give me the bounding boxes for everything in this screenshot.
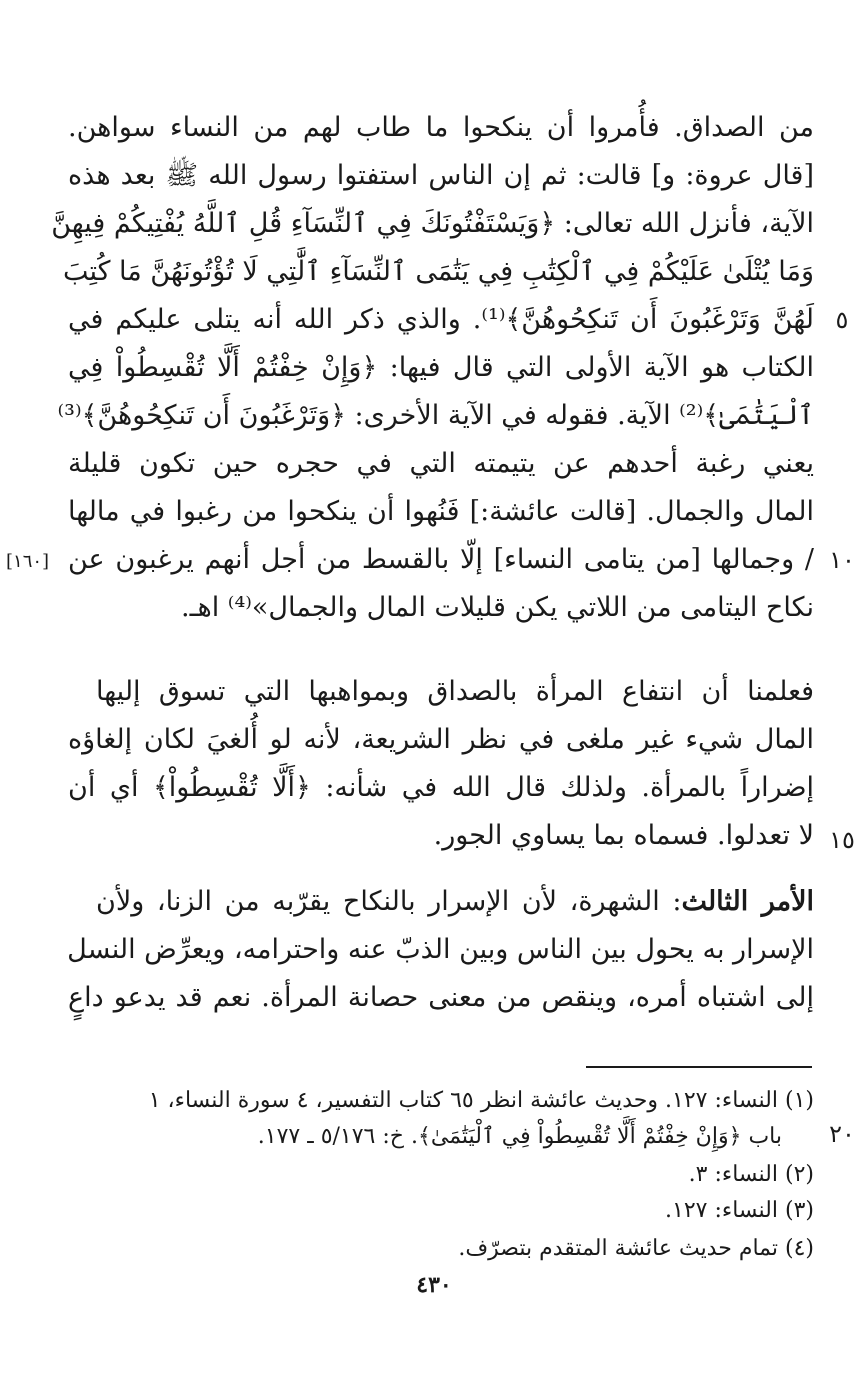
text-line: إضراراً بالمرأة. ولذلك قال الله في شأنه: ﴿أَلَّا تُقْسِطُواْ﴾ أي أن <box>68 772 814 803</box>
paragraph-1 <box>51 106 815 634</box>
text-line: لَهُنَّ وَتَرْغَبُونَ أَن تَنكِحُوهُنَّ﴾⁽¹⁾. والذي ذكر الله أنه يتلى عليكم في <box>68 304 814 335</box>
text-line <box>96 880 814 924</box>
line-number-10: ١٠ <box>829 546 855 574</box>
footnote-2: (٢) النساء: ٣. <box>688 1162 814 1187</box>
footnote-1-continued: باب ﴿وَإِنْ خِفْتُمْ أَلَّا تُقْسِطُواْ فِي ٱلْيَتَٰمَىٰ﴾. خ: ٥/١٧٦ ـ ١٧٧. <box>257 1124 782 1149</box>
text-line: لا تعدلوا. فسماه بما يساوي الجور. <box>433 820 814 851</box>
section-heading: الأمر الثالث <box>681 886 814 917</box>
line-number-20: ٢٠ <box>829 1120 855 1148</box>
paragraph-3 <box>68 880 814 1024</box>
text-line: المال شيء غير ملغى في نظر الشريعة، لأنه لو أُلغيَ لكان إلغاؤه <box>68 724 814 755</box>
footnote-1: (١) النساء: ١٢٧. وحديث عائشة انظر ٦٥ كتاب التفسير، ٤ سورة النساء، ١ <box>148 1088 814 1113</box>
text-line: المال والجمال. [قالت عائشة:] فَنُهوا أن ينكحوا من رغبوا في مالها <box>68 496 814 527</box>
line-number-15: ١٥ <box>829 826 855 854</box>
text-line: ٱلْيَتَٰمَىٰ﴾⁽²⁾ الآية. فقوله في الآية الأخرى: ﴿وَتَرْغَبُونَ أَن تَنكِحُوهُنَّ﴾⁽³⁾ <box>57 400 814 431</box>
footnote-3: (٣) النساء: ١٢٧. <box>665 1198 814 1223</box>
page-number: ٤٣٠ <box>416 1272 452 1298</box>
text-line: [قال عروة: و] قالت: ثم إن الناس استفتوا رسول الله ﷺ بعد هذه <box>68 160 814 191</box>
text-line: من الصداق. فأُمروا أن ينكحوا ما طاب لهم من النساء سواهن. <box>68 112 815 143</box>
text-line: / وجمالها [من يتامى النساء] إلّا بالقسط من أجل أنهم يرغبون عن <box>68 544 814 575</box>
line-number-5: ٥ <box>835 306 849 334</box>
text-line: الإسرار به يحول بين الناس وبين الذبّ عنه واحترامه، ويعرِّض النسل <box>67 934 814 965</box>
text-line: إلى اشتباه أمره، وينقص من معنى حصانة المرأة. نعم قد يدعو داعٍ <box>68 982 814 1013</box>
footnote-4: (٤) تمام حديث عائشة المتقدم بتصرّف. <box>458 1236 814 1261</box>
text-line: نكاح اليتامى من اللاتي يكن قليلات المال والجمال»⁽⁴⁾ اهـ. <box>180 592 814 623</box>
text-line: الكتاب هو الآية الأولى التي قال فيها: ﴿وَإِنْ خِفْتُمْ أَلَّا تُقْسِطُواْ فِي <box>68 352 814 383</box>
text-line: وَمَا يُتْلَىٰ عَلَيْكُمْ فِي ٱلْكِتَٰبِ فِي يَتَٰمَى ٱلنِّسَآءِ ٱلَّٰتِي لَا تُؤْتُونَهُنَّ مَا كُتِبَ <box>62 256 814 287</box>
text-run: : الشهرة، لأن الإسرار بالنكاح يقرّبه من الزنا، ولأن <box>96 886 682 917</box>
text-line: يعني رغبة أحدهم عن يتيمته التي في حجره حين تكون قليلة <box>68 448 814 479</box>
text-line: فعلمنا أن انتفاع المرأة بالصداق وبمواهبها التي تسوق إليها <box>96 676 814 707</box>
footnote-separator <box>586 1066 812 1068</box>
paragraph-2 <box>68 670 814 862</box>
original-page-reference: [١٦٠] <box>6 551 50 572</box>
text-line: الآية، فأنزل الله تعالى: ﴿وَيَسْتَفْتُونَكَ فِي ٱلنِّسَآءِ قُلِ ٱللَّهُ يُفْتِيكُمْ فِيهِنَّ <box>51 208 814 239</box>
